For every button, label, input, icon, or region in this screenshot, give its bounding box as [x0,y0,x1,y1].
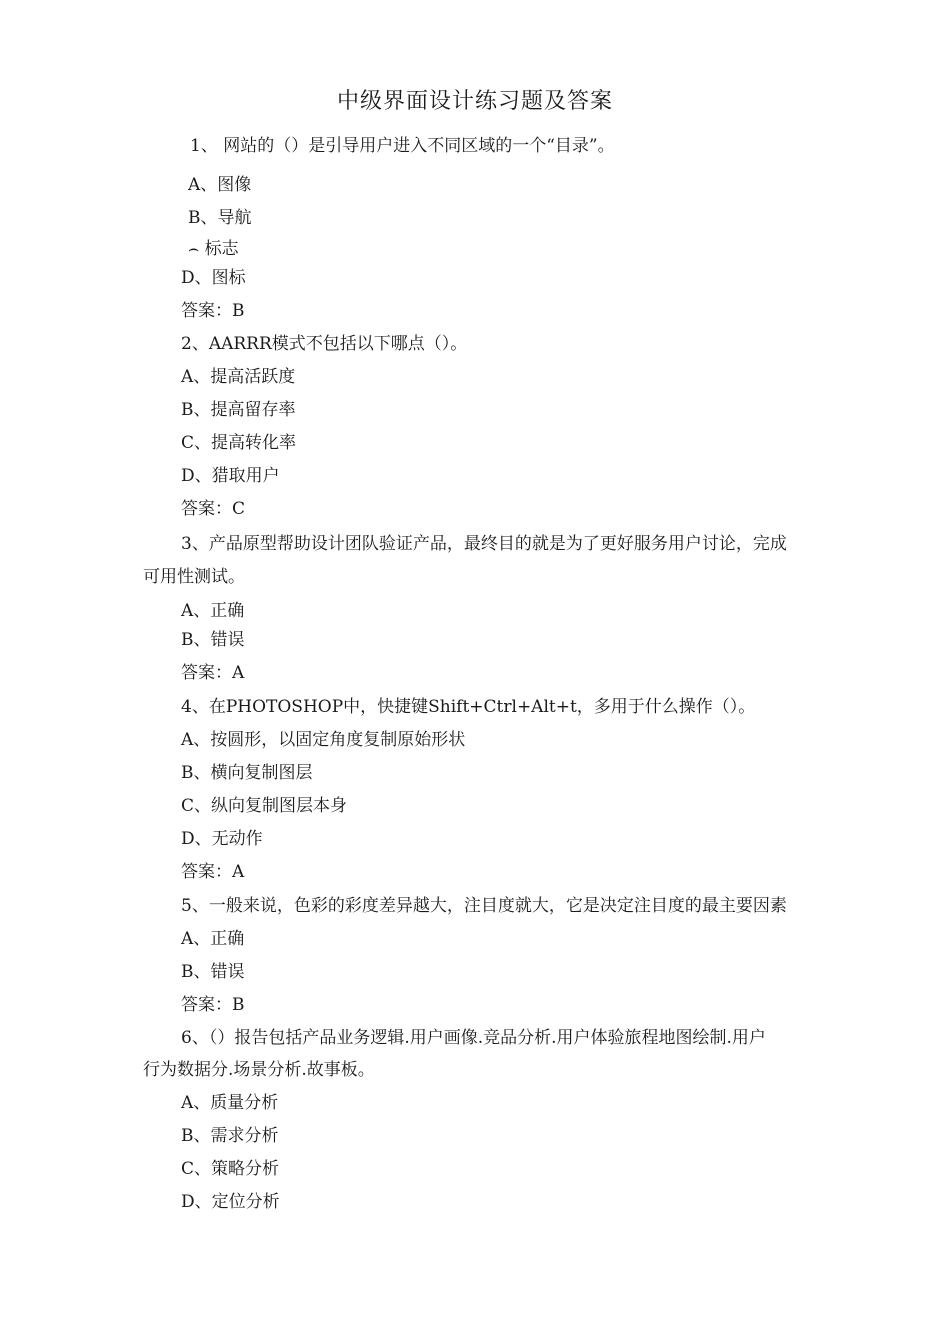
question-6-option-c: C、策略分析 [181,1159,280,1179]
question-3-answer: 答案：A [181,663,245,683]
question-5-option-a: A、正确 [181,929,245,949]
question-6-stem: 6、（）报告包括产品业务逻辑.用户画像.竞品分析.用户体验旅程地图绘制.用户 [181,1028,766,1048]
question-4-option-b: B、横向复制图层 [181,763,313,783]
question-2-option-d: D、猎取用户 [181,466,280,486]
question-3-option-b: B、错误 [181,630,245,650]
question-5-answer: 答案：B [181,995,245,1015]
question-2-option-a: A、提高活跃度 [181,367,296,387]
question-6-option-a: A、质量分析 [181,1093,279,1113]
question-1-option-d: D、图标 [181,268,246,288]
question-1-option-c: ⌢ 标志 [188,239,239,259]
question-4-stem: 4、在PHOTOSHOP中，快捷键Shift+Ctrl+Alt+t，多用于什么操作（）。 [181,697,756,717]
question-4-answer: 答案：A [181,862,245,882]
question-1-answer: 答案：B [181,301,245,321]
question-5-stem: 5、一般来说，色彩的彩度差异越大，注目度就大，它是决定注目度的最主要因素 [181,896,787,916]
question-2-answer: 答案：C [181,499,246,519]
question-6-stem-continued: 行为数据分.场景分析.故事板。 [143,1060,375,1080]
question-5-option-b: B、错误 [181,962,245,982]
question-1-stem: 1、 网站的（）是引导用户进入不同区域的一个“目录”。 [190,136,615,156]
question-1-option-b: B、导航 [188,208,252,228]
question-3-stem: 3、产品原型帮助设计团队验证产品，最终目的就是为了更好服务用户讨论，完成 [181,534,787,554]
question-4-option-d: D、无动作 [181,829,263,849]
question-2-option-c: C、提高转化率 [181,433,297,453]
question-2-option-b: B、提高留存率 [181,400,296,420]
question-1-option-a: A、图像 [188,175,252,195]
question-4-option-a: A、按圆形，以固定角度复制原始形状 [181,730,466,750]
question-6-option-b: B、需求分析 [181,1126,279,1146]
page-title: 中级界面设计练习题及答案 [336,89,613,114]
question-3-stem-continued: 可用性测试。 [143,567,245,587]
question-2-stem: 2、AARRR模式不包括以下哪点（）。 [181,334,468,354]
question-6-option-d: D、定位分析 [181,1192,280,1212]
question-3-option-a: A、正确 [181,601,245,621]
question-4-option-c: C、纵向复制图层本身 [181,796,348,816]
